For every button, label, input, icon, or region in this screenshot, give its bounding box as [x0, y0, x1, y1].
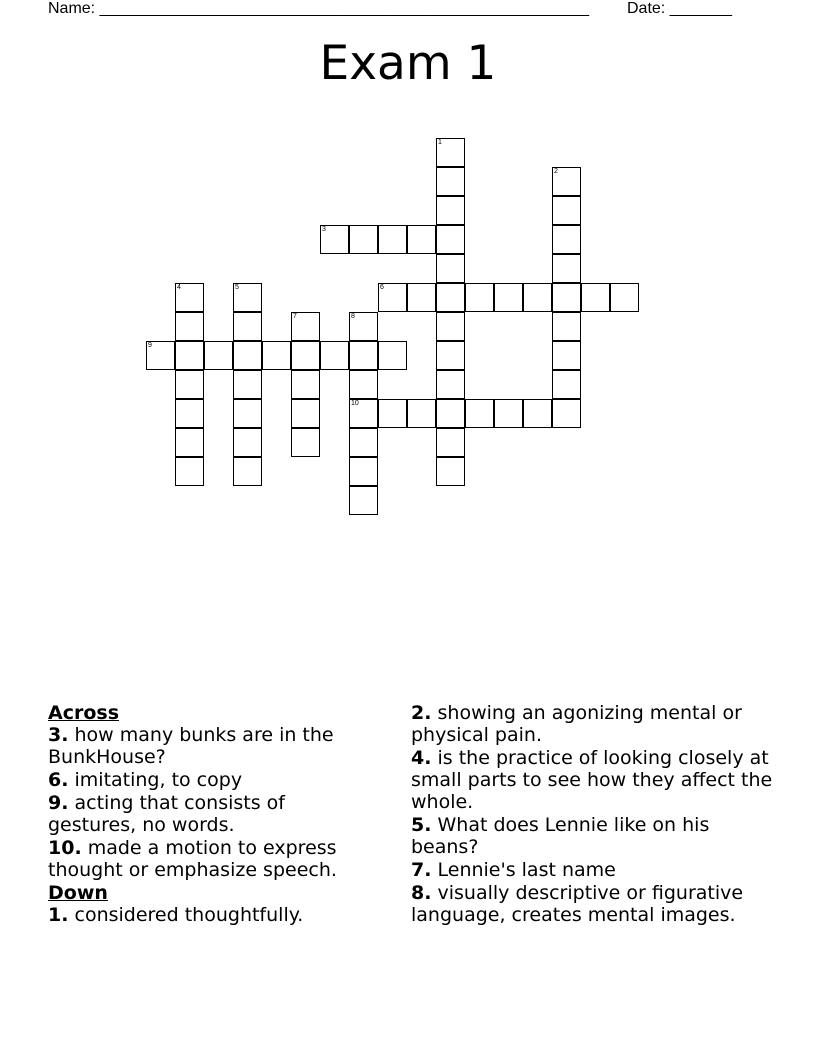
crossword-cell[interactable]	[552, 312, 581, 341]
crossword-cell[interactable]	[175, 457, 204, 486]
clue-number: 4.	[411, 747, 432, 769]
cell-number: 7	[293, 313, 297, 320]
crossword-cell[interactable]	[349, 341, 378, 370]
clue-number: 6.	[48, 769, 69, 791]
page-title: Exam 1	[319, 36, 497, 91]
clue-text: visually descriptive or figurative language, creates mental images.	[411, 882, 744, 926]
clue-number: 10.	[48, 837, 82, 859]
crossword-cell[interactable]	[291, 428, 320, 457]
crossword-cell[interactable]	[204, 341, 233, 370]
crossword-cell[interactable]	[233, 399, 262, 428]
clue-text: acting that consists of gestures, no words.	[48, 792, 285, 836]
crossword-cell[interactable]	[378, 283, 407, 312]
crossword-cell[interactable]	[175, 341, 204, 370]
crossword-cell[interactable]	[320, 225, 349, 254]
crossword-cell[interactable]	[291, 312, 320, 341]
crossword-cell[interactable]	[552, 370, 581, 399]
crossword-cell[interactable]	[291, 341, 320, 370]
crossword-cell[interactable]	[436, 312, 465, 341]
crossword-cell[interactable]	[494, 283, 523, 312]
crossword-cell[interactable]	[552, 225, 581, 254]
clue-number: 9.	[48, 792, 69, 814]
clue-number: 5.	[411, 814, 432, 836]
clue-down-8	[411, 882, 781, 926]
clue-text: made a motion to express thought or emphasize speech.	[48, 837, 337, 881]
clue-down-1	[48, 904, 368, 926]
crossword-cell[interactable]	[349, 457, 378, 486]
cell-number: 8	[351, 313, 355, 320]
crossword-cell[interactable]	[436, 399, 465, 428]
crossword-cell[interactable]	[552, 341, 581, 370]
date-field-label: Date: _______	[627, 0, 732, 17]
crossword-cell[interactable]	[349, 312, 378, 341]
clue-text: What does Lennie like on his beans?	[411, 814, 710, 858]
crossword-cell[interactable]	[552, 196, 581, 225]
crossword-cell[interactable]	[552, 399, 581, 428]
crossword-cell[interactable]	[349, 428, 378, 457]
clue-text: Lennie's last name	[437, 859, 616, 881]
crossword-cell[interactable]	[233, 370, 262, 399]
clue-across-3	[48, 724, 368, 768]
crossword-cell[interactable]	[436, 341, 465, 370]
crossword-cell[interactable]	[349, 399, 378, 428]
name-field-label: Name: _______________________________________________________	[48, 0, 589, 17]
clue-across-6	[48, 769, 368, 791]
crossword-cell[interactable]	[262, 341, 291, 370]
clue-text: is the practice of looking closely at small parts to see how they affect the whole.	[411, 747, 773, 813]
crossword-cell[interactable]	[610, 283, 639, 312]
crossword-cell[interactable]	[146, 341, 175, 370]
clue-number: 2.	[411, 702, 432, 724]
crossword-cell[interactable]	[552, 254, 581, 283]
crossword-cell[interactable]	[320, 341, 349, 370]
down-heading: Down	[48, 882, 108, 904]
clue-text: imitating, to copy	[74, 769, 243, 791]
clue-text: how many bunks are in the BunkHouse?	[48, 724, 334, 768]
cell-number: 5	[235, 284, 239, 291]
clue-down-4	[411, 747, 781, 813]
crossword-cell[interactable]	[349, 370, 378, 399]
crossword-cell[interactable]	[436, 196, 465, 225]
crossword-cell[interactable]	[465, 283, 494, 312]
crossword-cell[interactable]	[175, 312, 204, 341]
crossword-cell[interactable]	[233, 312, 262, 341]
crossword-cell[interactable]	[436, 457, 465, 486]
across-heading: Across	[48, 702, 120, 724]
crossword-cell[interactable]	[523, 283, 552, 312]
clue-number: 8.	[411, 882, 432, 904]
crossword-cell[interactable]	[436, 167, 465, 196]
crossword-cell[interactable]	[436, 254, 465, 283]
crossword-cell[interactable]	[233, 428, 262, 457]
crossword-cell[interactable]	[378, 341, 407, 370]
crossword-cell[interactable]	[436, 138, 465, 167]
crossword-cell[interactable]	[436, 428, 465, 457]
crossword-cell[interactable]	[291, 370, 320, 399]
clue-text: showing an agonizing mental or physical pain.	[411, 702, 742, 746]
crossword-cell[interactable]	[175, 370, 204, 399]
cell-number: 2	[554, 168, 558, 175]
crossword-cell[interactable]	[378, 225, 407, 254]
cell-number: 4	[177, 284, 181, 291]
crossword-cell[interactable]	[407, 399, 436, 428]
crossword-cell[interactable]	[552, 283, 581, 312]
crossword-cell[interactable]	[378, 399, 407, 428]
crossword-cell[interactable]	[233, 457, 262, 486]
clue-down-5	[411, 814, 781, 858]
crossword-cell[interactable]	[175, 428, 204, 457]
crossword-cell[interactable]	[407, 283, 436, 312]
clue-number: 7.	[411, 859, 432, 881]
crossword-cell[interactable]	[349, 225, 378, 254]
clue-down-2	[411, 702, 781, 746]
crossword-cell[interactable]	[436, 225, 465, 254]
crossword-cell[interactable]	[494, 399, 523, 428]
crossword-cell[interactable]	[233, 283, 262, 312]
crossword-cell[interactable]	[523, 399, 552, 428]
crossword-cell[interactable]	[436, 283, 465, 312]
crossword-cell[interactable]	[552, 167, 581, 196]
clues-left-column	[48, 702, 368, 927]
cell-number: 3	[322, 226, 326, 233]
crossword-cell[interactable]	[175, 399, 204, 428]
clue-across-9	[48, 792, 368, 836]
crossword-cell[interactable]	[407, 225, 436, 254]
cell-number: 9	[148, 342, 152, 349]
clues-right-column	[411, 702, 781, 927]
clue-number: 3.	[48, 724, 69, 746]
crossword-cell[interactable]	[175, 283, 204, 312]
clue-down-7	[411, 859, 781, 881]
cell-number: 1	[438, 139, 442, 146]
crossword-cell[interactable]	[581, 283, 610, 312]
crossword-cell[interactable]	[465, 399, 494, 428]
crossword-cell[interactable]	[291, 399, 320, 428]
clue-across-10	[48, 837, 368, 881]
clue-text: considered thoughtfully.	[74, 904, 304, 926]
cell-number: 10	[351, 400, 359, 407]
crossword-cell[interactable]	[349, 486, 378, 515]
crossword-cell[interactable]	[233, 341, 262, 370]
crossword-cell[interactable]	[436, 370, 465, 399]
clue-number: 1.	[48, 904, 69, 926]
cell-number: 6	[380, 284, 384, 291]
